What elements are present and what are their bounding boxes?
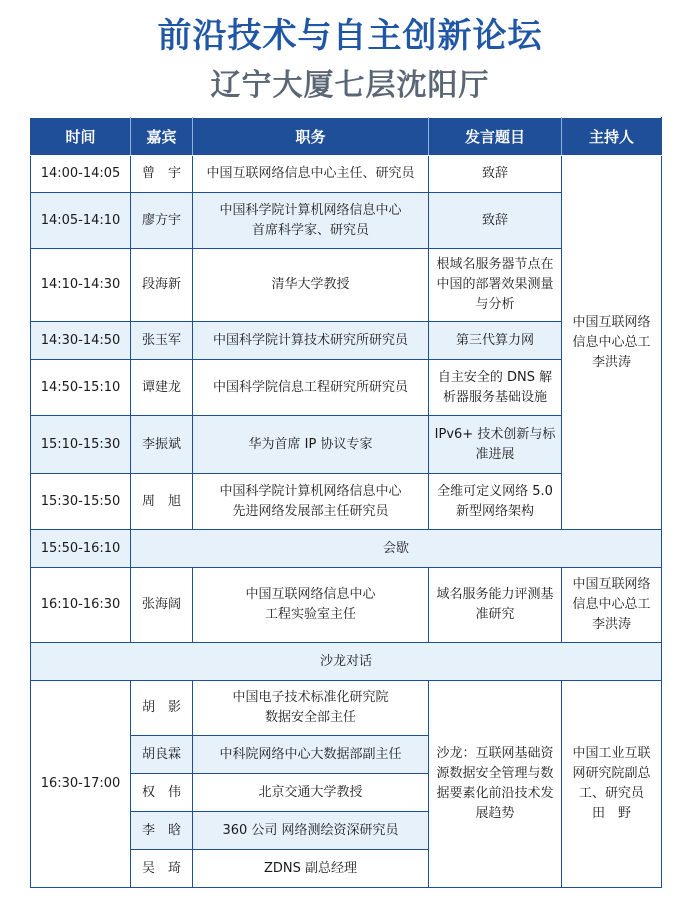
time-cell: 14:10-14:30 (31, 249, 131, 322)
host-cell: 中国工业互联 网研究院副总 工、研究员 田 野 (562, 681, 662, 888)
time-cell: 15:30-15:50 (31, 474, 131, 530)
guest-cell: 李振斌 (131, 416, 193, 474)
topic-cell: 域名服务能力评测基 准研究 (429, 568, 562, 643)
host-cell: 中国互联网络 信息中心总工 李洪涛 (562, 156, 662, 530)
time-cell: 14:50-15:10 (31, 360, 131, 416)
salon-label: 沙龙对话 (31, 643, 662, 681)
agenda-table (30, 117, 662, 888)
topic-cell: 根域名服务器节点在 中国的部署效果测量 与分析 (429, 249, 562, 322)
topic-cell: 第三代算力网 (429, 322, 562, 360)
guest-cell: 谭建龙 (131, 360, 193, 416)
forum-title: 前沿技术与自主创新论坛 (157, 16, 543, 56)
guest-cell: 胡良霖 (131, 736, 193, 774)
topic-cell: 致辞 (429, 193, 562, 249)
host-cell: 中国互联网络 信息中心总工 李洪涛 (562, 568, 662, 643)
break-row (31, 530, 662, 568)
position-cell: 中国科学院计算技术研究所研究员 (193, 322, 429, 360)
salon-header-row (31, 643, 662, 681)
guest-cell: 张玉军 (131, 322, 193, 360)
col-header-position: 职务 (193, 118, 429, 156)
time-cell: 14:30-14:50 (31, 322, 131, 360)
position-cell: 中国互联网络信息中心 工程实验室主任 (193, 568, 429, 643)
position-cell: 360 公司 网络测绘资深研究员 (193, 812, 429, 850)
col-header-time: 时间 (31, 118, 131, 156)
position-cell: 中科院网络中心大数据部副主任 (193, 736, 429, 774)
guest-cell: 曾 宇 (131, 156, 193, 193)
break-label: 会歇 (131, 530, 662, 568)
position-cell: 华为首席 IP 协议专家 (193, 416, 429, 474)
position-cell: 中国科学院信息工程研究所研究员 (193, 360, 429, 416)
header-row (31, 118, 662, 156)
guest-cell: 权 伟 (131, 774, 193, 812)
topic-cell: IPv6+ 技术创新与标 准进展 (429, 416, 562, 474)
guest-cell: 吴 琦 (131, 850, 193, 888)
time-cell: 14:05-14:10 (31, 193, 131, 249)
position-cell: ZDNS 副总经理 (193, 850, 429, 888)
position-cell: 清华大学教授 (193, 249, 429, 322)
guest-cell: 胡 影 (131, 681, 193, 736)
guest-cell: 段海新 (131, 249, 193, 322)
time-cell: 14:00-14:05 (31, 156, 131, 193)
guest-cell: 李 晗 (131, 812, 193, 850)
topic-cell: 致辞 (429, 156, 562, 193)
position-cell: 中国科学院计算机网络信息中心 首席科学家、研究员 (193, 193, 429, 249)
topic-cell: 沙龙：互联网基础资 源数据安全管理与数 据要素化前沿技术发 展趋势 (429, 681, 562, 888)
guest-cell: 廖方宇 (131, 193, 193, 249)
guest-cell: 张海阔 (131, 568, 193, 643)
position-cell: 中国科学院计算机网络信息中心 先进网络发展部主任研究员 (193, 474, 429, 530)
position-cell: 北京交通大学教授 (193, 774, 429, 812)
guest-cell: 周 旭 (131, 474, 193, 530)
col-header-host: 主持人 (562, 118, 662, 156)
table-row (31, 156, 662, 193)
table-row (31, 568, 662, 643)
table-row (31, 681, 662, 736)
time-cell: 16:30-17:00 (31, 681, 131, 888)
time-cell: 15:10-15:30 (31, 416, 131, 474)
topic-cell: 全维可定义网络 5.0 新型网络架构 (429, 474, 562, 530)
col-header-guest: 嘉宾 (131, 118, 193, 156)
time-cell: 15:50-16:10 (31, 530, 131, 568)
position-cell: 中国互联网络信息中心主任、研究员 (193, 156, 429, 193)
forum-location: 辽宁大厦七层沈阳厅 (210, 68, 490, 103)
position-cell: 中国电子技术标准化研究院 数据安全部主任 (193, 681, 429, 736)
topic-cell: 自主安全的 DNS 解 析器服务基础设施 (429, 360, 562, 416)
col-header-topic: 发言题目 (429, 118, 562, 156)
time-cell: 16:10-16:30 (31, 568, 131, 643)
